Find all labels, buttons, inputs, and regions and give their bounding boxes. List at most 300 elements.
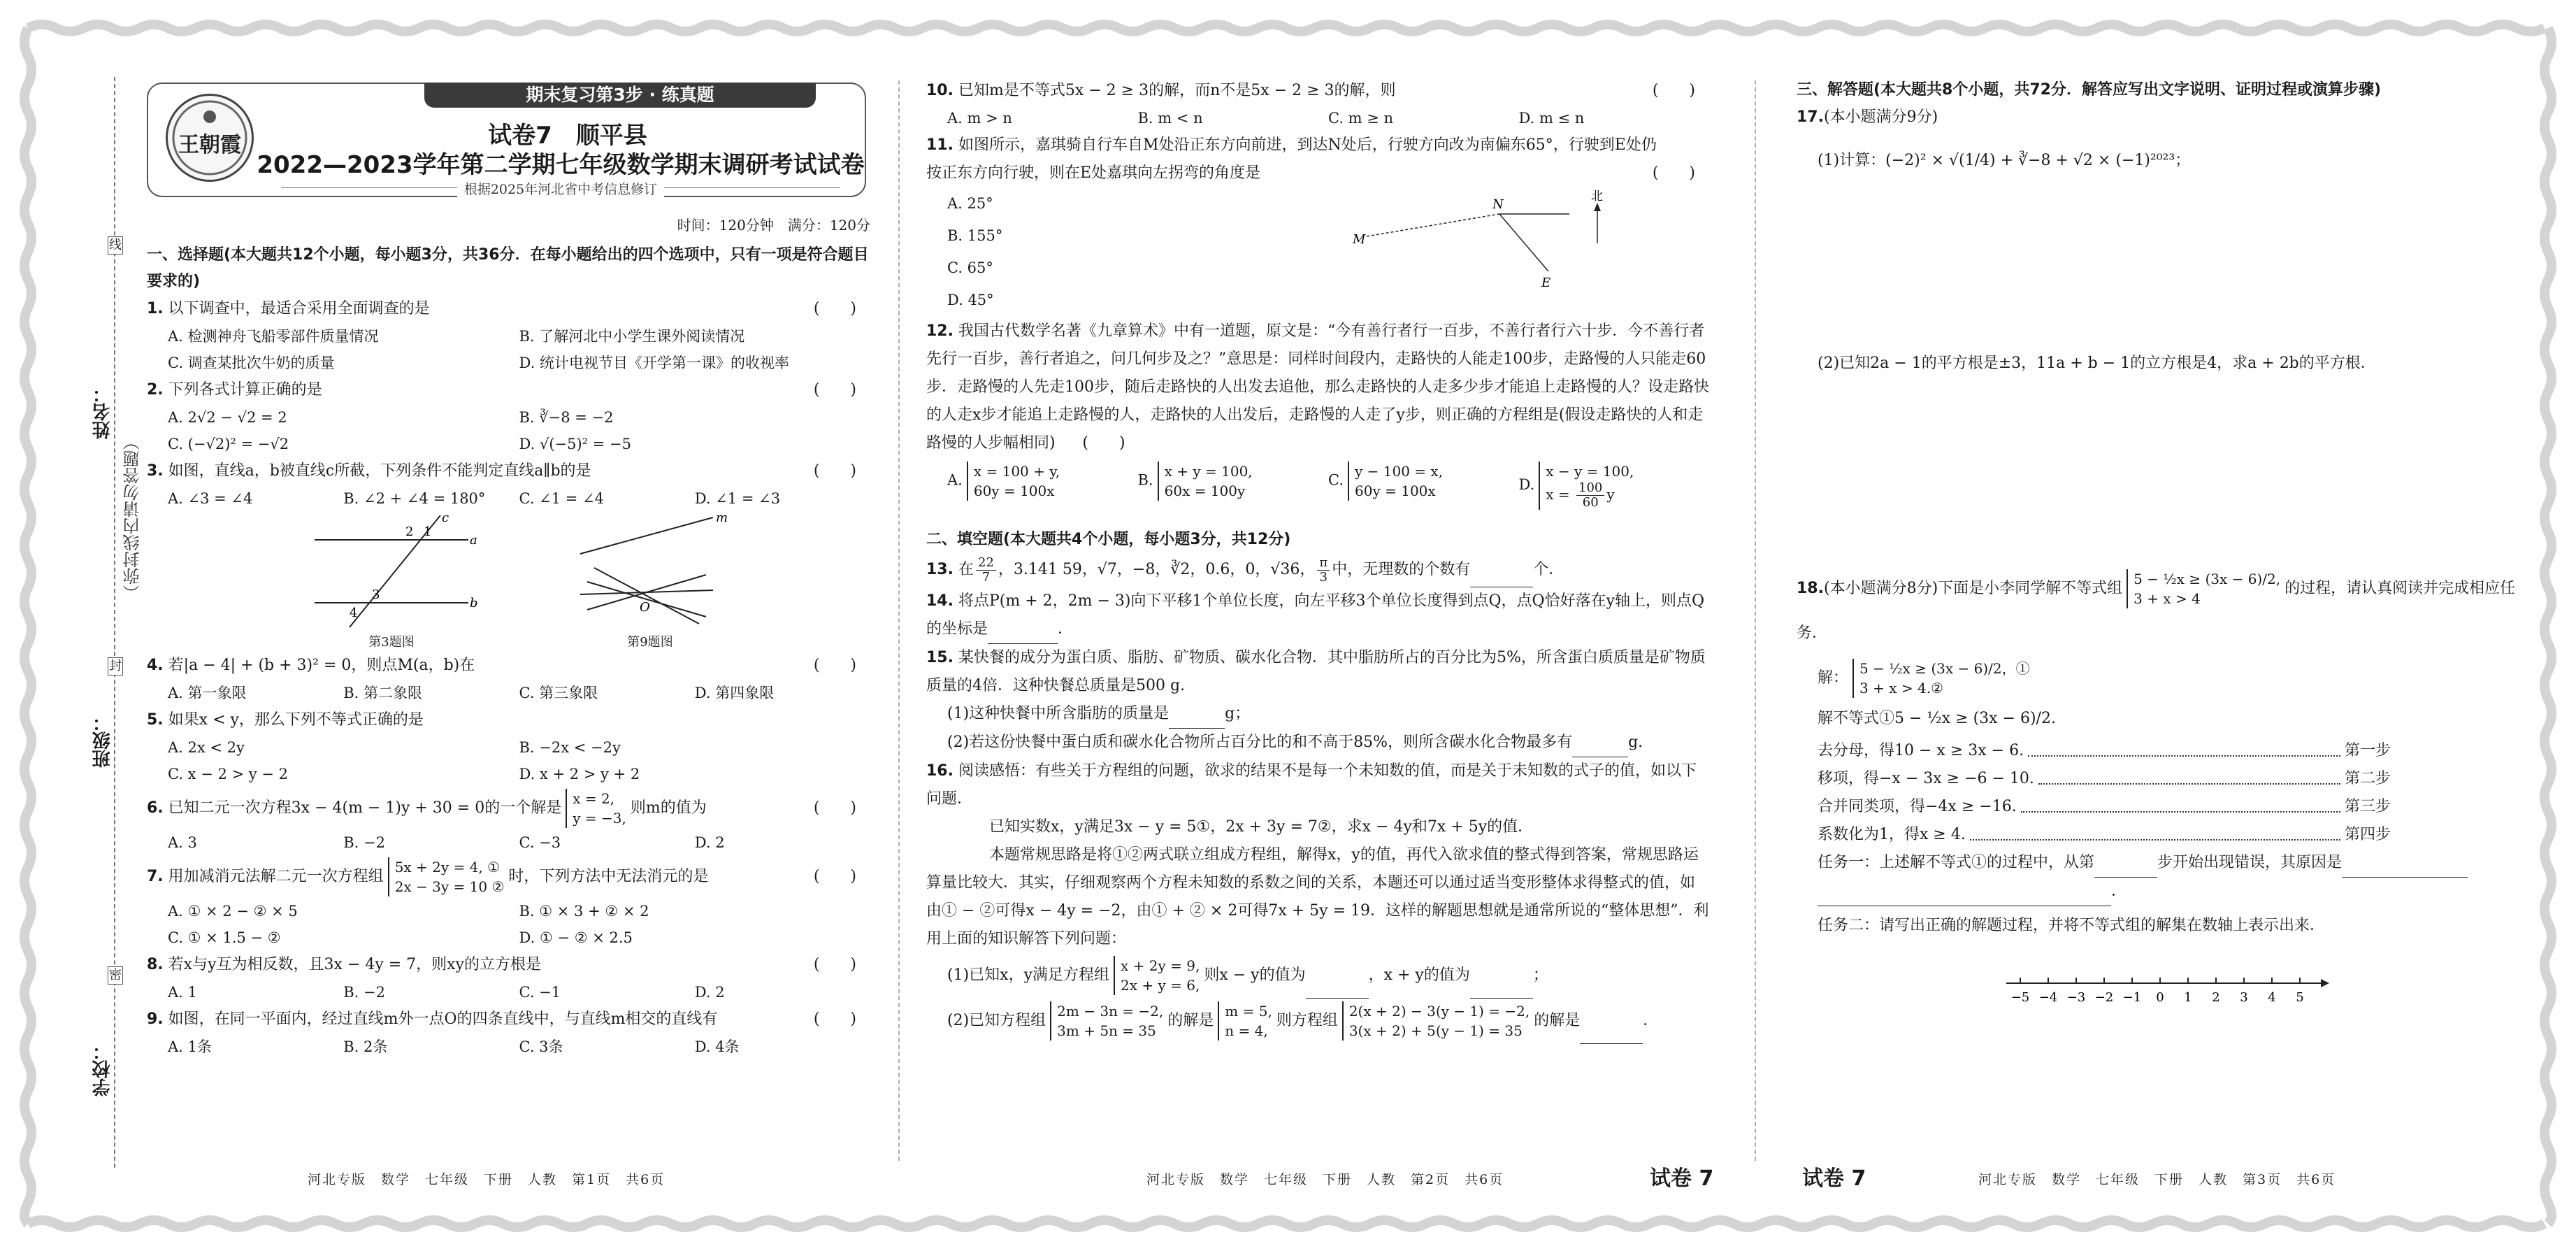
q16-p1c: ，x + y的值为 [1368,966,1470,984]
number-line-label: 3 [2240,990,2248,1005]
q16-p2-s2: 3m + 5n = 35 [1057,1022,1156,1039]
q6-option-c[interactable]: C. −3 [519,834,561,851]
q11-label-m: M [1353,232,1366,247]
q16-explanation: 本题常规思路是将①②两式联立组成方程组，解得x，y的值，再代入欲求值的整式得到答案，常规思路运算量比较大．其实，仔细观察两个方程未知数的系数之间的关系，本题还可以通过适当变形整体求得整式的值，如由① − ②可得x − 4y = −2，由① + ② × 2可得7x + 5y = 19．这样的解题思想就是通常所说的“整体思想”．利用上面的知识解答下列问题： [926,846,1709,948]
fig3-label-a: a [470,533,477,548]
q2-option-a[interactable]: A. 2√2 − √2 = 2 [168,409,287,426]
q5-stem: 如果x < y，那么下列不等式正确的是 [168,711,424,729]
q16-p1a: (1)已知x，y满足方程组 [947,966,1109,984]
q12-options [926,462,1709,510]
q16-blank-3[interactable] [1580,999,1643,1044]
q18-task-1 [1797,849,2517,906]
q2-option-b[interactable]: B. ∛−8 = −2 [519,409,614,426]
figure-9-diagram [566,512,734,631]
q7-options-row2 [147,924,870,951]
q12-b-1: x + y = 100, [1164,463,1253,480]
q15-part-1 [926,700,1709,729]
question-6 [147,787,870,829]
q18-step-3 [1818,793,2391,821]
q12-d-frac-num: 100 [1576,481,1604,496]
seal-mark-mid: 封 [108,657,123,675]
q2-options-row1 [147,404,870,431]
time-limit: 时间：120分钟 满分：120分 [677,217,870,234]
q16-part-2 [926,999,1709,1044]
q16-p2-system-1 [1050,1001,1163,1041]
q10-option-b[interactable]: B. m < n [1137,110,1203,127]
q17-score: (本小题满分9分) [1823,108,1938,126]
q11-label-n: N [1492,197,1504,212]
question-5 [147,706,870,734]
q18-task1-b: 步开始出现错误，其原因是 [2157,854,2343,871]
binding-strip [56,77,143,1168]
q3-option-c[interactable]: C. ∠1 = ∠4 [519,490,605,507]
column-divider-1 [898,80,900,1161]
q5-option-c[interactable]: C. x − 2 > y − 2 [168,766,288,782]
paper-tag-middle: 试卷 7 [1650,1166,1714,1191]
q3-option-d[interactable]: D. ∠1 = ∠3 [694,490,781,507]
q12-option-b[interactable] [1138,462,1329,510]
q13-text-b: ，3.141 59，√7，−8，∛2，0.6，0，√36， [998,561,1316,578]
q12-option-a[interactable] [947,462,1138,510]
q6-option-b[interactable]: B. −2 [343,834,385,851]
q10-options [926,105,1709,131]
q18-sol-system [1852,659,2030,698]
q1-options-row1 [147,323,870,350]
q1-options-row2 [147,350,870,376]
q1-option-d[interactable]: D. 统计电视节目《开学第一课》的收视率 [519,355,789,371]
q17-answer-space-2[interactable] [1797,378,2517,566]
q1-option-c[interactable]: C. 调查某批次牛奶的质量 [168,355,335,371]
q7-stem-a: 用加减消元法解二元一次方程组 [168,868,384,885]
question-15 [926,644,1709,700]
column-2 [926,77,1709,1044]
q11-label-e: E [1541,276,1551,290]
q18-step-1-label: 第一步 [2344,742,2391,759]
q18-num: 18. [1797,580,1824,597]
q16-blank-2[interactable] [1470,953,1533,999]
question-13 [926,553,1709,587]
q13-frac-den: 7 [981,569,991,585]
question-12 [926,317,1709,457]
fig3-angle-1: 1 [424,524,432,539]
q3-option-a[interactable]: A. ∠3 = ∠4 [168,490,253,507]
q16-p2-s1: 2m − 3n = −2, [1057,1003,1164,1020]
number-line-label: −4 [2038,990,2058,1005]
column-3 [1797,77,2517,1052]
q13-pi-frac [1317,556,1330,585]
q12-c-1: y − 100 = x, [1355,463,1444,480]
number-line-label: −1 [2122,990,2142,1005]
question-2 [147,376,870,404]
q1-option-a[interactable]: A. 检测神舟飞船零部件质量情况 [168,328,379,345]
q15-num: 15. [926,649,954,666]
q5-option-d[interactable]: D. x + 2 > y + 2 [519,766,640,782]
q18-step-4-label: 第四步 [2344,826,2391,843]
q13-text-d: 个． [1533,561,1564,578]
answer-paren: ( ) [813,300,856,317]
q18-step-3-label: 第三步 [2344,798,2391,815]
q8-option-b[interactable]: B. −2 [343,984,385,1001]
q18-step-1 [1818,737,2391,765]
q16-num: 16. [926,762,954,780]
question-10 [926,77,1709,105]
q18-intro-a: (本小题满分8分)下面是小李同学解不等式组 [1823,580,2123,597]
q16-p2a: (2)已知方程组 [947,1012,1046,1029]
q10-num: 10. [926,82,954,99]
q3-options [147,485,870,512]
q16-blank-1[interactable] [1306,953,1369,999]
q2-options-row2 [147,431,870,457]
leader-dots [2028,737,2340,757]
q6-option-a[interactable]: A. 3 [168,834,197,851]
q16-part-1 [926,953,1709,999]
q18-step-4-text: 系数化为1，得x ≥ 4. [1818,826,1966,843]
number-line-label: −5 [2010,990,2030,1005]
q5-option-b[interactable]: B. −2x < −2y [519,739,621,756]
question-17 [1797,103,2517,131]
q6-option-d[interactable]: D. 2 [694,834,725,851]
question-18 [1797,566,2517,656]
q18-sol-label: 解： [1818,669,1849,687]
answer-paren: ( ) [813,956,856,973]
q14-tail: ． [1058,620,1074,638]
q16-p1-s1: x + 2y = 9, [1121,957,1200,974]
figures-row [147,512,870,652]
number-line-label: −3 [2066,990,2086,1005]
seal-mark-top: 线 [108,236,123,255]
fig3-angle-2: 2 [405,524,414,539]
question-3 [147,457,870,485]
q17-part-2: (2)已知2a − 1的平方根是±3，11a + b − 1的立方根是4，求a + 2b的平方根． [1818,355,2376,372]
class-label: 班级： [92,713,113,768]
q7-sys-2: 2x − 3y = 10 ② [394,878,505,895]
svg-text:王朝霞: 王朝霞 [178,133,241,157]
q18-solution-header [1797,656,2517,701]
q16-p2-s4: n = 4, [1225,1022,1268,1039]
answer-paren: ( ) [1082,434,1125,452]
q9-option-b[interactable]: B. 2条 [343,1038,388,1055]
q18-sys-1: 5 − ½x ≥ (3x − 6)/2, [2134,571,2281,587]
section-1-heading: 一、选择题(本大题共12个小题，每小题3分，共36分．在每小题给出的四个选项中，只有一项是符合题目要求的) [147,246,869,290]
q1-option-b[interactable]: B. 了解河北中小学生课外阅读情况 [519,328,745,345]
fig9-label-m: m [716,510,728,525]
figure-9-caption: 第9题图 [627,635,673,650]
number-line-area [1797,968,2517,1052]
section-2-heading: 二、填空题(本大题共4个小题，每小题3分，共12分) [926,531,1291,548]
fig3-angle-3: 3 [372,587,380,602]
fig3-label-b: b [470,596,478,610]
q4-options [147,680,870,706]
question-4 [147,652,870,680]
q16-p2-system-3 [1342,1001,1530,1041]
answer-paren: ( ) [813,1010,856,1028]
school-label: 学校： [92,1042,113,1096]
q15-p1: (1)这种快餐中所含脂肪的质量是 [947,705,1170,722]
fig3-label-c: c [442,510,449,525]
q8-num: 8. [147,956,164,973]
logo-emblem-icon [168,96,252,180]
q7-option-d[interactable]: D. ① − ② × 2.5 [519,929,633,946]
q6-system [566,789,626,828]
q5-option-a[interactable]: A. 2x < 2y [168,739,245,756]
q4-option-b[interactable]: B. 第二象限 [343,685,423,701]
leader-dots [1970,821,2340,841]
q16-text: 阅读感悟：有些关于方程组的问题，欲求的结果不是每一个未知数的值，而是关于未知数的式子的值，如以下问题． [926,762,1697,808]
q4-option-c[interactable]: C. 第三象限 [519,685,598,701]
q17-part-1: (1)计算：(−2)² × √(1/4) + ∛−8 + √2 × (−1)²⁰²³； [1818,152,2191,169]
q12-option-c[interactable] [1328,462,1519,510]
q15-blank-1[interactable] [1169,700,1225,729]
paper-tag-right: 试卷 7 [1802,1166,1866,1191]
q11-num: 11. [926,136,954,154]
q11-option-b[interactable]: B. 155° [947,227,1003,244]
q3-option-b[interactable]: B. ∠2 + ∠4 = 180° [343,490,486,507]
q18-steps [1797,737,2391,849]
q6-options [147,829,870,856]
q18-step-2-label: 第二步 [2344,770,2391,787]
section-3-heading: 三、解答题(本大题共8个小题，共72分．解答应写出文字说明、证明过程或演算步骤) [1797,81,2382,99]
q18-step-2-text: 移项，得−x − 3x ≥ −6 − 10. [1818,770,2034,787]
q16-p2-system-2 [1218,1001,1272,1041]
q16-p2d: 的解是 [1534,1012,1581,1029]
q4-option-a[interactable]: A. 第一象限 [168,685,247,701]
q6-stem-b: 则m的值为 [630,799,707,817]
question-8 [147,951,870,979]
q11-option-d[interactable]: D. 45° [947,292,994,308]
exam-header [147,83,866,197]
q18-sol-1: 5 − ½x ≥ (3x − 6)/2，① [1859,660,2030,677]
q2-option-c[interactable]: C. (−√2)² = −√2 [168,436,289,452]
number-line-label: 2 [2212,990,2220,1005]
q18-step-3-text: 合并同类项，得−4x ≥ −16. [1818,798,2017,815]
q3-stem: 如图，直线a，b被直线c所截，下列条件不能判定直线a∥b的是 [168,462,591,480]
question-14 [926,587,1709,644]
q12-d-1: x − y = 100, [1546,463,1634,480]
q14-text: 将点P(m + 2，2m − 3)向下平移1个单位长度，向左平移3个单位长度得到点Q，点Q恰好落在y轴上，则点Q的坐标是 [926,592,1705,638]
q9-stem: 如图，在同一平面内，经过直线m外一点O的四条直线中，与直线m相交的直线有 [168,1010,718,1028]
number-line-arrow-icon [2321,979,2329,987]
q4-option-d[interactable]: D. 第四象限 [694,685,775,701]
q12-d-2a: x = [1546,486,1575,503]
q12-letter-c: C. [1328,471,1344,489]
q18-system [2127,569,2280,608]
q16-p1b: 则x − y的值为 [1204,966,1306,984]
q13-num: 13. [926,561,954,578]
number-line-label: 1 [2184,990,2192,1005]
q12-b-2: 60x = 100y [1164,482,1246,499]
q9-option-d[interactable]: D. 4条 [694,1038,740,1055]
q15-blank-2[interactable] [1572,729,1628,757]
q7-stem-b: 时，下列方法中无法消元的是 [508,868,709,885]
q6-stem-a: 已知二元一次方程3x − 4(m − 1)y + 30 = 0的一个解是 [168,799,562,817]
q12-a-1: x = 100 + y, [973,463,1060,480]
q9-num: 9. [147,1010,164,1028]
q2-stem: 下列各式计算正确的是 [168,381,322,399]
revision-note-text: 根据2025年河北省中考信息修订 [457,182,664,197]
footer-page-2: 河北专版 数学 七年级 下册 人教 第2页 共6页 [1146,1172,1504,1187]
q16-p2b: 的解是 [1167,1012,1214,1029]
q15-part-2 [926,729,1709,757]
q12-b-system [1158,462,1253,501]
q8-option-c[interactable]: C. −1 [519,984,561,1001]
q12-letter-d: D. [1518,476,1535,493]
q12-option-d[interactable] [1519,462,1710,510]
exam-title: 试卷7 顺平县 [488,122,647,150]
seal-mark-bottom: 密 [108,966,123,985]
q12-d-system [1539,462,1634,510]
q7-system [388,857,505,896]
q10-option-c[interactable]: C. m ≥ n [1328,110,1394,127]
q15-p2-tail: g. [1628,734,1643,751]
q2-option-d[interactable]: D. √(−5)² = −5 [519,436,631,452]
q12-a-system [967,462,1060,501]
q12-letter-a: A. [947,471,963,489]
column-1 [147,214,870,1060]
q18-sys-2: 3 + x > 4 [2134,590,2201,607]
q13-pi-num: π [1317,556,1330,571]
q18-task1-blank-2[interactable] [2342,849,2468,878]
q17-num: 17. [1797,108,1824,126]
number-line-label: 5 [2296,990,2304,1005]
q18-task1-c: ． [2111,882,2127,900]
question-16 [926,757,1709,813]
q5-num: 5. [147,711,164,729]
q12-stem: 我国古代数学名著《九章算术》中有一道题，原文是：“今有善行者行一百步，不善行者行六十步．今不善行者先行一百步，善行者追之，问几何步及之？”意思是：同样时间段内，走路快的人能走100步，走路慢的人只能走60步．走路慢的人先走100步，随后走路快的人出发去追他，那么走路快的人走多少步才能追上走路慢的人？设走路快的人走x步才能追上走路慢的人，走路快的人出发后，走路慢的人走了y步，则正确的方程组是(假设走路快的人和走路慢的人步幅相同) [926,322,1709,452]
number-line-label: 0 [2156,990,2164,1005]
q11-north-label: 北 [1591,190,1603,203]
q12-num: 12. [926,322,954,340]
question-1 [147,295,870,323]
q16-p1d: ； [1532,966,1548,984]
figure-3-caption: 第3题图 [368,635,415,650]
q10-option-d[interactable]: D. m ≤ n [1518,110,1585,127]
q5-options-row2 [147,761,870,787]
q10-stem: 已知m是不等式5x − 2 ≥ 3的解，而n不是5x − 2 ≥ 3的解，则 [958,82,1396,99]
q13-answer-blank[interactable] [1470,553,1533,587]
answer-paren: ( ) [813,381,856,399]
q12-d-frac-den: 60 [1582,495,1599,510]
question-9 [147,1006,870,1034]
q8-option-d[interactable]: D. 2 [694,984,725,1001]
q8-stem: 若x与y互为相反数，且3x − 4y = 7，则xy的立方根是 [168,956,542,973]
q7-option-c[interactable]: C. ① × 1.5 − ② [168,929,281,946]
q11-option-c[interactable]: C. 65° [947,259,993,276]
q7-num: 7. [147,868,164,885]
exam-subtitle: 2022—2023学年第二学期七年级数学期末调研考试试卷 [257,151,865,179]
q11-stem: 如图所示，嘉琪骑自行车自M处沿正东方向前进，到达N处后，行驶方向改为南偏东65°，行驶到E处仍按正东方向行驶，则在E处嘉琪向左拐弯的角度是 [926,136,1657,182]
brand-logo [166,94,254,182]
seal-warning: （弥封线内请勿答题） [120,434,145,601]
name-label: 姓名： [92,385,113,439]
number-line-label: 4 [2268,990,2276,1005]
q12-c-2: 60y = 100x [1355,482,1436,499]
q6-num: 6. [147,799,164,817]
q12-letter-b: B. [1137,471,1153,489]
q10-option-a[interactable]: A. m > n [947,110,1012,127]
q11-route-diagram [1346,187,1625,306]
q18-line-1: 解不等式①5 − ½x ≥ (3x − 6)/2. [1818,710,2056,727]
q13-text-c: 中，无理数的个数有 [1332,561,1471,578]
q8-option-a[interactable]: A. 1 [168,984,197,1001]
footer-page-1: 河北专版 数学 七年级 下册 人教 第1页 共6页 [308,1172,665,1187]
q7-option-a[interactable]: A. ① × 2 − ② × 5 [168,903,298,920]
q13-pi-den: 3 [1319,569,1327,585]
q18-intro-b: 的过程，请认真阅读并完成相应任务． [1797,580,2516,642]
q14-num: 14. [926,592,954,610]
q1-stem: 以下调查中，最适合采用全面调查的是 [168,300,430,317]
q3-num: 3. [147,462,164,480]
q16-p2-s6: 3(x + 2) + 5(y − 1) = 35 [1348,1022,1523,1039]
q17-answer-space-1[interactable] [1797,182,2517,350]
leader-dots [2021,793,2340,813]
answer-paren: ( ) [813,799,856,817]
fig3-angle-4: 4 [350,606,358,620]
q8-options [147,979,870,1006]
question-7 [147,856,870,898]
q18-sol-2: 3 + x > 4.② [1859,680,1943,696]
question-11 [926,131,1709,187]
q18-task1-a: 任务一：上述解不等式①的过程中，从第 [1818,854,2095,871]
q16-p2-s3: m = 5, [1225,1003,1272,1020]
q6-sys-1: x = 2, [573,790,615,807]
answer-paren: ( ) [1652,82,1695,99]
q6-sys-2: y = −3, [573,810,626,827]
q11-body [926,187,1709,317]
q18-step-2 [1818,765,2391,793]
q16-p2-s5: 2(x + 2) − 3(y − 1) = −2, [1348,1003,1530,1020]
q13-text-a: 在 [958,561,974,578]
q12-d-frac [1576,481,1604,510]
q14-answer-blank[interactable] [988,615,1058,644]
answer-paren: ( ) [813,657,856,674]
answer-paren: ( ) [813,462,856,480]
number-line[interactable] [1999,968,2335,1017]
answer-paren: ( ) [813,868,856,885]
q4-stem: 若|a − 4| + (b + 3)² = 0，则点M(a，b)在 [168,657,475,674]
q12-c-system [1348,462,1443,501]
answer-paren: ( ) [1652,164,1695,182]
q7-sys-1: 5x + 2y = 4, ① [394,859,501,875]
q15-p2: (2)若这份快餐中蛋白质和碳水化合物所占百分比的和不高于85%，则所含碳水化合物最多有 [947,734,1573,751]
q15-p1-tail: g； [1225,705,1251,722]
q18-task1-blank-1[interactable] [2094,849,2157,878]
q15-text: 某快餐的成分为蛋白质、脂肪、矿物质、碳水化合物．其中脂肪所占的百分比为5%，所含蛋白质质量是矿物质质量的4倍．这种快餐总质量是500 g. [926,649,1706,694]
q13-frac [976,556,996,585]
q12-d-2b: y [1606,486,1615,503]
q9-option-a[interactable]: A. 1条 [168,1038,212,1055]
q11-option-a[interactable]: A. 25° [947,195,993,212]
q16-given: 已知实数x，y满足3x − y = 5①，2x + 3y = 7②，求x − 4y和7x + 5y的值． [989,818,1534,836]
q2-num: 2. [147,381,164,399]
number-line-label: −2 [2094,990,2114,1005]
column-divider-2 [1755,80,1756,1161]
q16-p1-s2: 2x + y = 6, [1121,977,1200,994]
q7-options-row1 [147,898,870,924]
q13-frac-num: 22 [976,556,996,571]
q16-p1-system [1114,956,1200,995]
review-tag: 期末复习第3步 · 练真题 [424,83,816,108]
q4-num: 4. [147,657,164,674]
q18-step-4 [1818,821,2391,849]
q9-option-c[interactable]: C. 3条 [519,1038,563,1055]
fig9-label-o: O [640,600,650,615]
q7-option-b[interactable]: B. ① × 3 + ② × 2 [519,903,649,920]
q1-num: 1. [147,300,164,317]
q18-task-2: 任务二：请写出正确的解题过程，并将不等式组的解集在数轴上表示出来． [1818,917,2326,934]
q16-p2e: ． [1643,1012,1659,1029]
footer-page-3: 河北专版 数学 七年级 下册 人教 第3页 共6页 [1978,1172,2336,1187]
q18-task1-blank-3[interactable] [1818,878,2111,906]
